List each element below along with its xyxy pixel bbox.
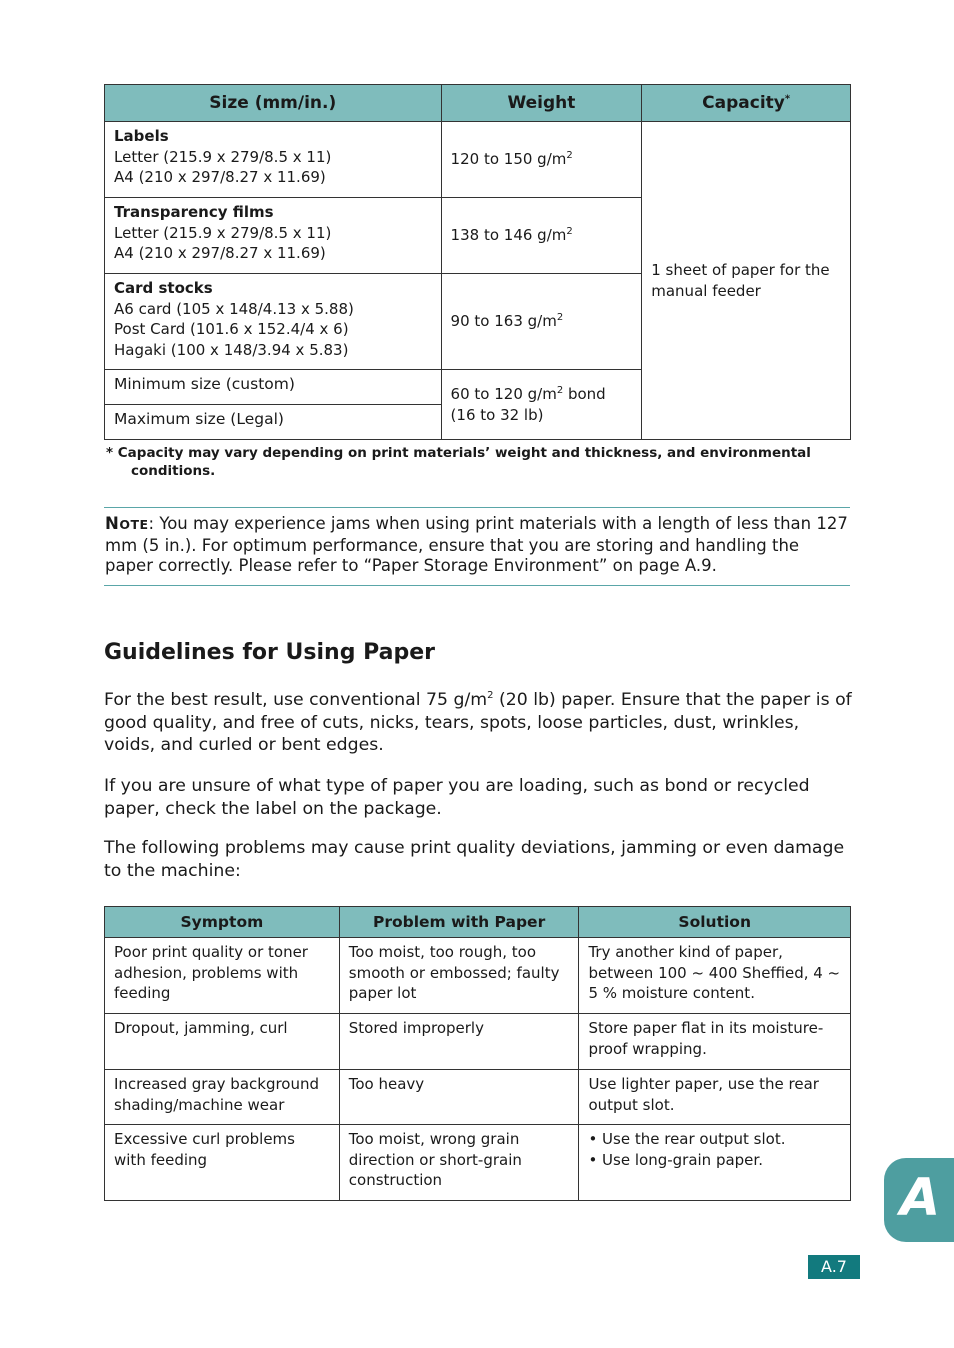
symptom-cell: Poor print quality or toner adhesion, problems with feeding: [105, 938, 340, 1014]
header-size: Size (mm/in.): [105, 85, 442, 122]
problem-cell: Stored improperly: [339, 1014, 579, 1070]
size-line: A6 card (105 x 148/4.13 x 5.88): [114, 299, 354, 318]
capacity-footnote: * Capacity may vary depending on print materials’ weight and thickness, and environmental conditions.: [106, 445, 811, 479]
problem-cell: Too moist, wrong grain direction or short-grain construction: [339, 1125, 579, 1201]
appendix-tab: A: [884, 1158, 954, 1242]
header-weight: Weight: [441, 85, 642, 122]
paragraph: For the best result, use conventional 75 $g/m^2$ (20 lb) paper. Ensure that the paper is of good quality, and free of cuts, nicks, tears, spots, loose particles, dust, wrinkles, voids, and curled or bent edges.: [104, 690, 852, 755]
header-solution: Solution: [579, 907, 851, 938]
table-row: [105, 1070, 851, 1125]
size-line: Post Card (101.6 x 152.4/4 x 6): [114, 320, 349, 338]
symptom-cell: Excessive curl problems with feeding: [105, 1125, 340, 1201]
size-line: Letter (215.9 x 279/8.5 x 11): [114, 147, 332, 166]
solution-cell: • Use the rear output slot. • Use long-grain paper.: [579, 1125, 851, 1201]
symptom-cell: Increased gray background shading/machine wear: [105, 1070, 340, 1125]
weight-cell: 90 to 163 $g/m^2$: [441, 274, 642, 370]
size-line: Letter (215.9 x 279/8.5 x 11): [114, 223, 332, 242]
table-header-row: [105, 85, 851, 122]
note-text: : You may experience jams when using print materials with a length of less than 127 mm (5 in.). For optimum performance, ensure that you are storing and handling the paper correctly. Please refer to “Paper Storage Environment” on page A.9.: [105, 514, 848, 575]
media-name: Transparency films: [114, 203, 274, 221]
size-cell: [105, 122, 442, 198]
note-label: NOTE: [105, 514, 149, 533]
solution-cell: Try another kind of paper, between 100 ~ 400 Sheffied, 4 ~ 5 % moisture content.: [579, 938, 851, 1014]
paragraph: If you are unsure of what type of paper you are loading, such as bond or recycled paper, check the label on the package.: [104, 776, 810, 819]
symptom-cell: Dropout, jamming, curl: [105, 1014, 340, 1070]
weight-cell: 120 to 150 $g/m^2$: [441, 122, 642, 198]
problem-cell: Too heavy: [339, 1070, 579, 1125]
capacity-cell: 1 sheet of paper for the manual feeder: [642, 122, 851, 440]
weight-cell: 138 to 146 $g/m^2$: [441, 198, 642, 274]
table-row: [105, 938, 851, 1014]
media-name: Card stocks: [114, 279, 213, 297]
header-symptom: Symptom: [105, 907, 340, 938]
problem-cell: Too moist, too rough, too smooth or embossed; faulty paper lot: [339, 938, 579, 1014]
size-line: Hagaki (100 x 148/3.94 x 5.83): [114, 340, 349, 359]
table-header-row: [105, 907, 851, 938]
size-line: A4 (210 x 297/8.27 x 11.69): [114, 244, 326, 262]
media-name: Labels: [114, 127, 169, 145]
table-row: [105, 1125, 851, 1201]
paper-spec-table: [104, 84, 851, 440]
page-number: A.7: [808, 1255, 860, 1279]
size-cell: Maximum size (Legal): [105, 405, 442, 440]
size-cell: [105, 274, 442, 370]
size-cell: Minimum size (custom): [105, 370, 442, 405]
note-box: [104, 507, 850, 586]
paragraph: The following problems may cause print quality deviations, jamming or even damage to the machine:: [104, 838, 845, 881]
table-row: [105, 122, 851, 198]
size-cell: [105, 198, 442, 274]
header-capacity: Capacity*: [642, 85, 851, 122]
paper-problems-table: [104, 906, 851, 1201]
header-problem: Problem with Paper: [339, 907, 579, 938]
size-line: A4 (210 x 297/8.27 x 11.69): [114, 168, 326, 186]
solution-cell: Store paper flat in its moisture-proof wrapping.: [579, 1014, 851, 1070]
solution-cell: Use lighter paper, use the rear output slot.: [579, 1070, 851, 1125]
table-row: [105, 1014, 851, 1070]
weight-cell: 60 to 120 $g/m^2$ bond (16 to 32 lb): [441, 370, 642, 440]
section-title: Guidelines for Using Paper: [104, 640, 436, 665]
